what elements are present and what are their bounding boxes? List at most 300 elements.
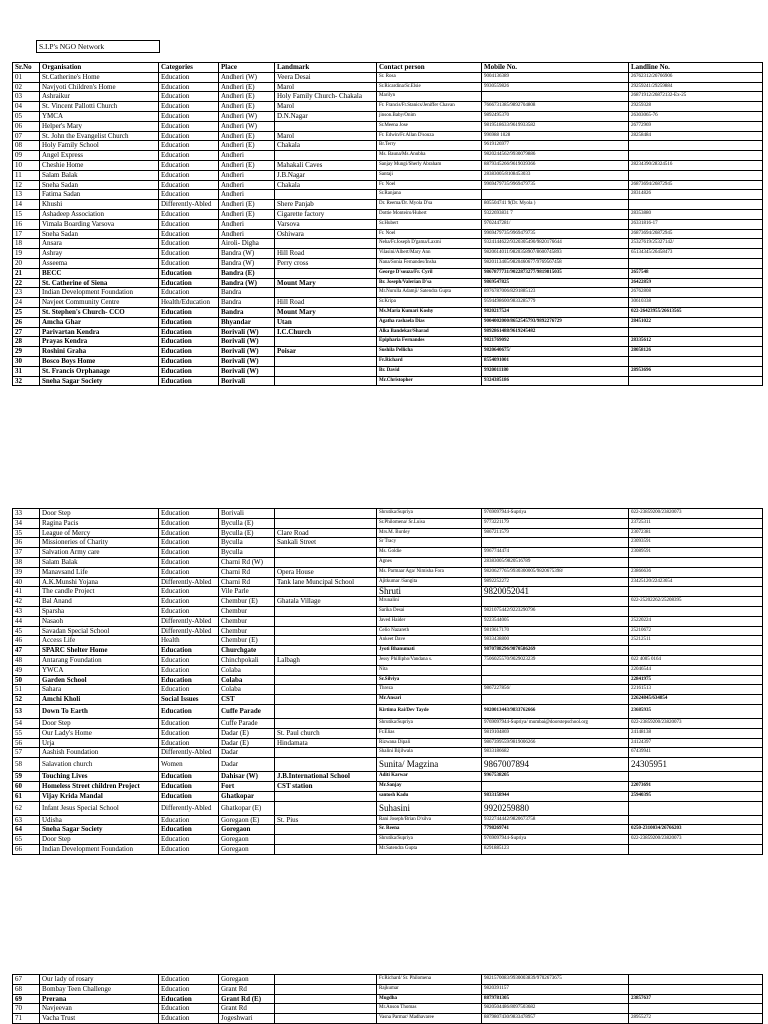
organisation-cell: St. Vincent Pallotti Church (40, 102, 159, 112)
place-cell: Andheri (E) (219, 131, 275, 141)
organisation-cell: Salavation church (40, 758, 159, 772)
organisation-cell: Salam Balak (40, 557, 159, 567)
sr-no-cell: 05 (13, 111, 40, 121)
landmark-cell (275, 675, 377, 685)
mobile-cell: 9930559826 (482, 82, 629, 92)
landline-cell: 23072381 (629, 528, 763, 538)
mobile-cell (482, 538, 629, 548)
document-title: S.I.P's NGO Network (36, 40, 160, 53)
organisation-cell: Angel Express (40, 151, 159, 161)
mobile-cell: 9920259880 (482, 801, 629, 815)
landline-cell (629, 200, 763, 210)
organisation-cell: St.Catherine's Home (40, 72, 159, 82)
organisation-cell: Antarang Foundation (40, 655, 159, 665)
table-row (13, 548, 763, 558)
landmark-cell: Cigarette factory (275, 209, 377, 219)
landmark-cell (275, 356, 377, 366)
contact-person-cell: Fr. Edwin/Fr.Allan D'souza (377, 131, 482, 141)
landmark-cell: J.B.Nagar (275, 170, 377, 180)
place-cell: Andheri (E) (219, 92, 275, 102)
mobile-cell: 9821570083/9930003839/9702673675 (482, 975, 629, 985)
contact-person-cell: Mrs.M. Burdey (377, 528, 482, 538)
landline-cell: 022-26423955/26613565 (629, 307, 763, 317)
contact-person-cell: Sr.Meena Jose (377, 121, 482, 131)
sr-no-cell: 44 (13, 616, 40, 626)
landmark-cell: Varsova (275, 219, 377, 229)
place-cell: Airoli- Digha (219, 239, 275, 249)
contact-person-cell: Fr. Francis/Fr.Stanics/Jeniffer Chavan (377, 102, 482, 112)
organisation-cell: Door Step (40, 718, 159, 728)
sr-no-cell: 22 (13, 278, 40, 288)
category-cell: Education (159, 239, 219, 249)
table-row (13, 151, 763, 161)
landmark-cell (275, 835, 377, 845)
category-cell: Education (159, 337, 219, 347)
landmark-cell: Marol (275, 102, 377, 112)
table-row (13, 180, 763, 190)
category-cell: Health (159, 636, 219, 646)
landmark-cell: Clare Road (275, 528, 377, 538)
landline-cell: 28335612 (629, 337, 763, 347)
category-cell: Differently-Abled (159, 577, 219, 587)
sr-no-cell: 37 (13, 548, 40, 558)
contact-person-cell: Celio Nazareth (377, 626, 482, 636)
organisation-cell: Salam Balak (40, 170, 159, 180)
category-cell: Education (159, 111, 219, 121)
landmark-cell: Shere Panjab (275, 200, 377, 210)
sr-no-cell: 60 (13, 781, 40, 791)
organisation-cell: Cheshie Home (40, 160, 159, 170)
place-cell: Bhyandar (219, 317, 275, 327)
category-cell: Differently-Abled (159, 748, 219, 758)
category-cell: Education (159, 356, 219, 366)
contact-person-cell: Br.Terry (377, 141, 482, 151)
contact-person-cell: Agatha rashaela Dias (377, 317, 482, 327)
table-row (13, 587, 763, 597)
header-cell: Categories (159, 63, 219, 73)
sr-no-cell: 46 (13, 636, 40, 646)
category-cell: Education (159, 606, 219, 616)
place-cell: Churchgate (219, 646, 275, 656)
sr-no-cell: 20 (13, 258, 40, 268)
contact-person-cell: Sr.Hubert (377, 219, 482, 229)
place-cell: Colaba (219, 665, 275, 675)
table-row (13, 366, 763, 376)
sr-no-cell: 26 (13, 317, 40, 327)
sr-no-cell: 69 (13, 994, 40, 1004)
contact-person-cell: Threza (377, 685, 482, 695)
place-cell: Dadar (219, 748, 275, 758)
category-cell: Education (159, 528, 219, 538)
place-cell: Borivali (W) (219, 327, 275, 337)
mobile-cell: 9702447281/ (482, 219, 629, 229)
landmark-cell (275, 557, 377, 567)
mobile-cell: 9769097944-Supriya (482, 835, 629, 845)
category-cell: Differently-Abled (159, 200, 219, 210)
landmark-cell: Oshiwara (275, 229, 377, 239)
category-cell: Education (159, 994, 219, 1004)
table-row (13, 577, 763, 587)
mobile-cell: 7798269741 (482, 825, 629, 835)
landmark-cell: St. Paul church (275, 728, 377, 738)
mobile-cell: 9820013443/9833762666 (482, 704, 629, 718)
sr-no-cell: 03 (13, 92, 40, 102)
contact-person-cell: Alka Bandekar/Sharad (377, 327, 482, 337)
place-cell: Byculla (219, 548, 275, 558)
landmark-cell: Mahakali Caves (275, 160, 377, 170)
table-row (13, 791, 763, 801)
sr-no-cell: 35 (13, 528, 40, 538)
sr-no-cell: 45 (13, 626, 40, 636)
sr-no-cell: 02 (13, 82, 40, 92)
organisation-cell: Khushi (40, 200, 159, 210)
place-cell: Goregaon (219, 835, 275, 845)
organisation-cell: Bal Anand (40, 597, 159, 607)
contact-person-cell: Mr.Christopher (377, 376, 482, 386)
place-cell: Bandra (W) (219, 249, 275, 259)
table-row (13, 72, 763, 82)
landline-cell: 022-23859200/23820073 (629, 509, 763, 519)
sr-no-cell: 53 (13, 704, 40, 718)
sr-no-cell: 41 (13, 587, 40, 597)
landmark-cell (275, 646, 377, 656)
place-cell: Charni Rd (219, 577, 275, 587)
table-row (13, 229, 763, 239)
table-row (13, 170, 763, 180)
mobile-cell: 8554091001 (482, 356, 629, 366)
contact-person-cell: Mr.Anson Thomas (377, 1004, 482, 1014)
category-cell: Education (159, 718, 219, 728)
place-cell: Andheri (W) (219, 72, 275, 82)
landmark-cell: Hindamata (275, 738, 377, 748)
table-row (13, 219, 763, 229)
place-cell: Bandra (W) (219, 258, 275, 268)
place-cell: Dadar (219, 758, 275, 772)
landline-cell (629, 975, 763, 985)
landmark-cell (275, 518, 377, 528)
sr-no-cell: 65 (13, 835, 40, 845)
landline-cell: 26873694/26872945 (629, 229, 763, 239)
category-cell: Differently-Abled (159, 626, 219, 636)
organisation-cell: Vacha Trust (40, 1014, 159, 1024)
table-row (13, 801, 763, 815)
contact-person-cell: jinson.Baby/Onim (377, 111, 482, 121)
contact-person-cell: Epipharia Fernandes (377, 337, 482, 347)
contact-person-cell: Fr. Noel (377, 229, 482, 239)
contact-person-cell: Javed Haider (377, 616, 482, 626)
organisation-cell: Our lady of rosary (40, 975, 159, 985)
mobile-cell: 9820640675/ (482, 347, 629, 357)
organisation-cell: League of Mercy (40, 528, 159, 538)
contact-person-cell: Mugdha (377, 994, 482, 1004)
landline-cell: 25940395 (629, 791, 763, 801)
table-row (13, 258, 763, 268)
contact-person-cell: Mrunalini (377, 597, 482, 607)
contact-person-cell: Mr.Sanjay (377, 781, 482, 791)
sr-no-cell: 11 (13, 170, 40, 180)
landline-cell: 022-23859200/23820073 (629, 835, 763, 845)
place-cell: Chinchpokali (219, 655, 275, 665)
landmark-cell (275, 288, 377, 298)
place-cell: Cuffe Parade (219, 718, 275, 728)
mobile-cell: 9820614011/9820358907/8600745893 (482, 249, 629, 259)
sr-no-cell: 28 (13, 337, 40, 347)
contact-person-cell: Sunita/ Magzina (377, 758, 482, 772)
place-cell: Grant Rd (219, 984, 275, 994)
place-cell: Andheri (219, 180, 275, 190)
organisation-cell: Manavsand Life (40, 567, 159, 577)
organisation-cell: Sneha Sadan (40, 229, 159, 239)
mobile-cell: 9833186682 (482, 748, 629, 758)
contact-person-cell: Sr. Reena (377, 825, 482, 835)
place-cell: Bandra (219, 298, 275, 308)
landline-cell: 28451022 (629, 317, 763, 327)
landline-cell (629, 646, 763, 656)
table-row (13, 748, 763, 758)
mobile-cell: 9920011180 (482, 366, 629, 376)
contact-person-cell: Rajkumar (377, 984, 482, 994)
landline-cell: 26303065-76 (629, 111, 763, 121)
table-row (13, 288, 763, 298)
category-cell: Education (159, 538, 219, 548)
place-cell: Vile Parle (219, 587, 275, 597)
table-row (13, 636, 763, 646)
sr-no-cell: 07 (13, 131, 40, 141)
landmark-cell (275, 366, 377, 376)
contact-person-cell: Ms.Maria Kumari Koshy (377, 307, 482, 317)
category-cell: Education (159, 567, 219, 577)
mobile-cell: 9867211579 (482, 528, 629, 538)
place-cell: Borivali (219, 509, 275, 519)
sr-no-cell: 21 (13, 268, 40, 278)
sr-no-cell: 58 (13, 758, 40, 772)
landline-cell: 29259328 (629, 102, 763, 112)
organisation-cell: Prayas Kendra (40, 337, 159, 347)
contact-person-cell: Br. David (377, 366, 482, 376)
organisation-cell: Ashadeep Association (40, 209, 159, 219)
mobile-cell: 996988 1028 (482, 131, 629, 141)
landline-cell: 26762312/26766906 (629, 72, 763, 82)
landmark-cell (275, 665, 377, 675)
table-row (13, 538, 763, 548)
category-cell: Education (159, 704, 219, 718)
contact-person-cell: santosh Kadu (377, 791, 482, 801)
mobile-cell (482, 597, 629, 607)
organisation-cell: Vimala Boarding Varsova (40, 219, 159, 229)
table-header-row (13, 63, 763, 73)
landmark-cell: Holy Family Church- Chakala (275, 92, 377, 102)
landline-cell (629, 801, 763, 815)
contact-person-cell: Sr.Kripa (377, 298, 482, 308)
organisation-cell: Bombay Teen Challenge (40, 984, 159, 994)
sr-no-cell: 50 (13, 675, 40, 685)
mobile-cell: 9967744474 (482, 548, 629, 558)
mobile-cell (482, 92, 629, 102)
landmark-cell (275, 121, 377, 131)
mobile-cell: 9223544005 (482, 616, 629, 626)
category-cell: Social Issues (159, 695, 219, 705)
landline-cell (629, 772, 763, 782)
sr-no-cell: 64 (13, 825, 40, 835)
ngo-table-part-1 (12, 62, 763, 386)
place-cell: Andheri (E) (219, 209, 275, 219)
category-cell: Education (159, 646, 219, 656)
landmark-cell (275, 616, 377, 626)
mobile-cell: 9969479735/9969479735 (482, 229, 629, 239)
header-cell: Organisation (40, 63, 159, 73)
place-cell: Charni Rd (219, 567, 275, 577)
mobile-cell: 9967538205 (482, 772, 629, 782)
table-row (13, 356, 763, 366)
sr-no-cell: 12 (13, 180, 40, 190)
place-cell: Borivali (W) (219, 347, 275, 357)
organisation-cell: Missioneries of Charity (40, 538, 159, 548)
mobile-cell: 7666731385/9892704808 (482, 102, 629, 112)
table-row (13, 835, 763, 845)
landline-cell: 23857637 (629, 994, 763, 1004)
organisation-cell: Navjyoti Children's Home (40, 82, 159, 92)
landline-cell: 022-25202262/25208395 (629, 597, 763, 607)
contact-person-cell: Shalini Bijilwala (377, 748, 482, 758)
sr-no-cell: 55 (13, 728, 40, 738)
sr-no-cell: 39 (13, 567, 40, 577)
table-row (13, 695, 763, 705)
contact-person-cell: Jessy Phillipho/Vandana s. (377, 655, 482, 665)
table-row (13, 984, 763, 994)
organisation-cell: Ragina Pacis (40, 518, 159, 528)
category-cell: Education (159, 728, 219, 738)
landmark-cell (275, 239, 377, 249)
place-cell: Dadar (E) (219, 728, 275, 738)
category-cell: Education (159, 307, 219, 317)
table-row (13, 509, 763, 519)
category-cell: Education (159, 366, 219, 376)
organisation-cell: St. Francis Orphanage (40, 366, 159, 376)
mobile-cell: 9867007894 (482, 758, 629, 772)
contact-person-cell: Ajitkumar /Sangita (377, 577, 482, 587)
landline-cell (629, 376, 763, 386)
organisation-cell: Asseema (40, 258, 159, 268)
table-row (13, 567, 763, 577)
table-row (13, 825, 763, 835)
landmark-cell (275, 626, 377, 636)
landline-cell: 0250-2310034/26766203 (629, 825, 763, 835)
category-cell: Education (159, 781, 219, 791)
place-cell: Byculla (E) (219, 518, 275, 528)
category-cell: Education (159, 268, 219, 278)
contact-person-cell: Marilyn (377, 92, 482, 102)
category-cell: Education (159, 548, 219, 558)
mobile-cell: 8879807430/9833478957 (482, 1014, 629, 1024)
header-cell: Landline No. (629, 63, 763, 73)
sr-no-cell: 04 (13, 102, 40, 112)
place-cell: Bandra (E) (219, 268, 275, 278)
category-cell: Education (159, 258, 219, 268)
mobile-cell: 9820627765/9930300005/9820675398/ (482, 567, 629, 577)
landline-cell: 67439941 (629, 748, 763, 758)
category-cell: Education (159, 772, 219, 782)
sr-no-cell: 56 (13, 738, 40, 748)
sr-no-cell: 43 (13, 606, 40, 616)
landline-cell: 24148138 (629, 728, 763, 738)
mobile-cell: 9820504486/8097503682 (482, 1004, 629, 1014)
category-cell: Education (159, 597, 219, 607)
category-cell: Education (159, 685, 219, 695)
organisation-cell: The candle Project (40, 587, 159, 597)
mobile-cell: 8976787006/8291885123 (482, 288, 629, 298)
mobile-cell: 8879345266/9619039366 (482, 160, 629, 170)
table-row (13, 975, 763, 985)
table-row (13, 92, 763, 102)
contact-person-cell: Ms. Goldie (377, 548, 482, 558)
sr-no-cell: 18 (13, 239, 40, 249)
table-row (13, 209, 763, 219)
contact-person-cell: Jyoti Bhanumati (377, 646, 482, 656)
landmark-cell: Lalbagh (275, 655, 377, 665)
contact-person-cell: Ms. Bauna/Ms.Anubha (377, 151, 482, 161)
landline-cell: 25327619/25327142/ (629, 239, 763, 249)
place-cell: Andheri (E) (219, 102, 275, 112)
landmark-cell: Ghatala Village (275, 597, 377, 607)
table-row (13, 347, 763, 357)
sr-no-cell: 15 (13, 209, 40, 219)
table-row (13, 141, 763, 151)
landline-cell (629, 815, 763, 825)
category-cell: Education (159, 557, 219, 567)
category-cell: Education (159, 815, 219, 825)
landline-cell (629, 557, 763, 567)
organisation-cell: Prerana (40, 994, 159, 1004)
mobile-cell: 9892861488/9619245482 (482, 327, 629, 337)
landline-cell: 26331816-17 (629, 219, 763, 229)
landline-cell: 28258484 (629, 131, 763, 141)
organisation-cell: Infant Jesus Special School (40, 801, 159, 815)
landmark-cell: Poisar (275, 347, 377, 357)
contact-person-cell: Sr.Ricardina/Sr.Elsie (377, 82, 482, 92)
contact-person-cell: Shruti (377, 587, 482, 597)
mobile-cell: 9870788296/9870586269 (482, 646, 629, 656)
category-cell: Education (159, 190, 219, 200)
organisation-cell: Sneha Sagar Society (40, 376, 159, 386)
place-cell: Andheri (W) (219, 111, 275, 121)
landline-cell: 23425120/22423654 (629, 577, 763, 587)
table-row (13, 528, 763, 538)
place-cell: Jogeshwari (219, 1014, 275, 1024)
category-cell: Education (159, 72, 219, 82)
landmark-cell: Mount Mary (275, 278, 377, 288)
contact-person-cell: Rizwana Dipali (377, 738, 482, 748)
landmark-cell (275, 704, 377, 718)
place-cell: Borivali (W) (219, 337, 275, 347)
organisation-cell: Urja (40, 738, 159, 748)
table-row (13, 646, 763, 656)
contact-person-cell: Sarika Desai (377, 606, 482, 616)
table-row (13, 82, 763, 92)
organisation-cell: Navjeevan (40, 1004, 159, 1014)
landline-cell: 22841975 (629, 675, 763, 685)
table-row (13, 704, 763, 718)
organisation-cell: BECC (40, 268, 159, 278)
table-row (13, 1004, 763, 1014)
category-cell: Education (159, 219, 219, 229)
landmark-cell (275, 994, 377, 1004)
organisation-cell: Indian Development Foundation (40, 844, 159, 854)
landline-cell: 26762808 (629, 288, 763, 298)
table-row (13, 327, 763, 337)
landline-cell: 29259241/29259884 (629, 82, 763, 92)
organisation-cell: St. John the Evangelist Church (40, 131, 159, 141)
landline-cell: 22046544 (629, 665, 763, 675)
